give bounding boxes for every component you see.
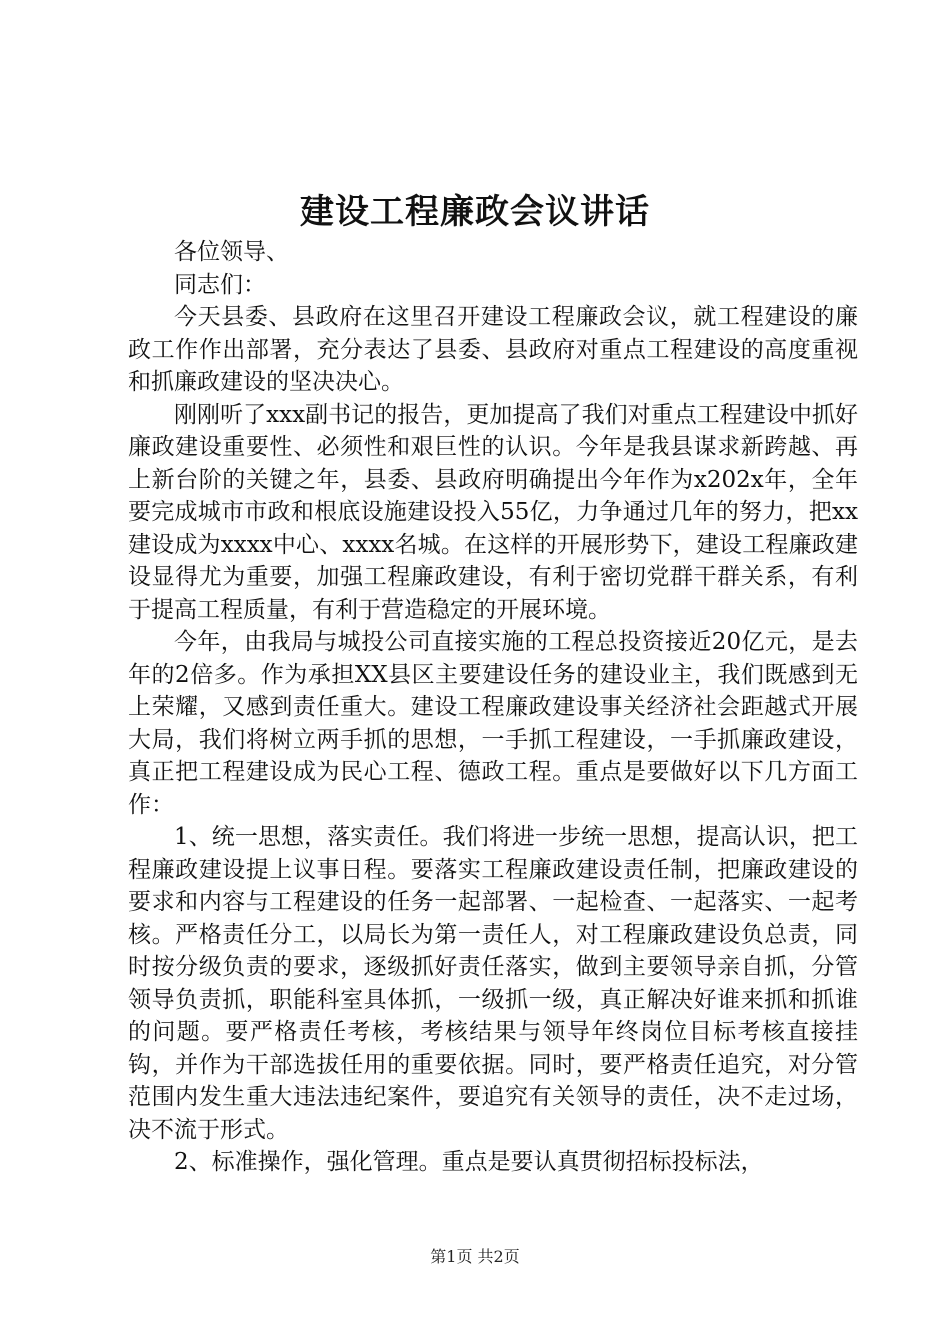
- body-paragraph: 刚刚听了xxx副书记的报告，更加提高了我们对重点工程建设中抓好廉政建设重要性、必须性和艰巨性的认识。今年是我县谋求新跨越、再上新台阶的关键之年，县委、县政府明确提出今年作为x202x年，全年要完成城市市政和根底设施建设投入55亿，力争通过几年的努力，把xx建设成为xxxx中心、xxxx名城。在这样的开展形势下，建设工程廉政建设显得尤为重要，加强工程廉政建设，有利于密切党群干群关系，有利于提高工程质量，有利于营造稳定的开展环境。: [128, 401, 858, 623]
- body-paragraph: 2、标准操作，强化管理。重点是要认真贯彻招标投标法，: [174, 1149, 764, 1175]
- greeting-line: 同志们：: [174, 271, 266, 298]
- body-paragraph: 今天县委、县政府在这里召开建设工程廉政会议，就工程建设的廉政工作作出部署，充分表达了县委、县政府对重点工程建设的高度重视和抓廉政建设的坚决决心。: [128, 304, 858, 395]
- body-paragraph: 今年，由我局与城投公司直接实施的工程总投资接近20亿元，是去年的2倍多。作为承担XX县区主要建设任务的建设业主，我们既感到无上荣耀，又感到责任重大。建设工程廉政建设事关经济社会距越式开展大局，我们将树立两手抓的思想，一手抓工程建设，一手抓廉政建设，真正把工程建设成为民心工程、德政工程。重点是要做好以下几方面工作：: [128, 629, 858, 818]
- page-footer: 第1页 共2页: [430, 1247, 520, 1266]
- document-title: 建设工程廉政会议讲话: [300, 192, 650, 232]
- document-body: [128, 236, 858, 1179]
- body-paragraph: 1、统一思想，落实责任。我们将进一步统一思想，提高认识，把工程廉政建设提上议事日程。要落实工程廉政建设责任制，把廉政建设的要求和内容与工程建设的任务一起部署、一起检查、一起落实、一起考核。严格责任分工，以局长为第一责任人，对工程廉政建设负总责，同时按分级负责的要求，逐级抓好责任落实，做到主要领导亲自抓，分管领导负责抓，职能科室具体抓，一级抓一级，真正解决好谁来抓和抓谁的问题。要严格责任考核，考核结果与领导年终岗位目标考核直接挂钩，并作为干部选拔任用的重要依据。同时，要严格责任追究，对分管范围内发生重大违法违纪案件，要追究有关领导的责任，决不走过场，决不流于形式。: [128, 824, 858, 1143]
- greeting-line: 各位领导、: [174, 239, 289, 265]
